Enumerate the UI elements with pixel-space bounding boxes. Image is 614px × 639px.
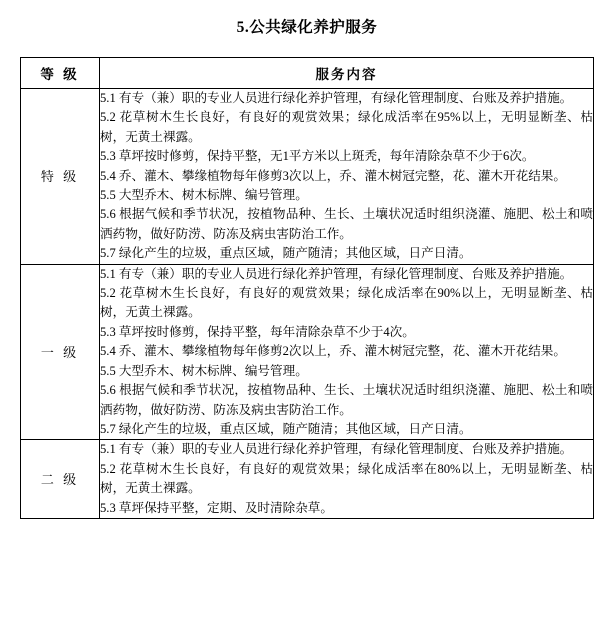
service-item: 5.1 有专（兼）职的专业人员进行绿化养护管理，有绿化管理制度、台账及养护措施。 bbox=[100, 442, 573, 457]
service-item: 5.7 绿化产生的垃圾，重点区域，随产随清；其他区域，日产日清。 bbox=[100, 246, 472, 261]
content-cell bbox=[100, 264, 594, 440]
grade-label: 特 级 bbox=[40, 169, 80, 185]
content-cell bbox=[100, 440, 594, 519]
content-cell bbox=[100, 89, 594, 265]
service-item: 5.4 乔、灌木、攀缘植物每年修剪2次以上，乔、灌木树冠完整，花、灌木开花结果。 bbox=[100, 344, 566, 359]
service-item: 5.6 根据气候和季节状况，按植物品种、生长、土壤状况适时组织浇灌、施肥、松土和喷洒药物，做好防涝、防冻及病虫害防治工作。 bbox=[100, 383, 593, 417]
service-item: 5.6 根据气候和季节状况，按植物品种、生长、土壤状况适时组织浇灌、施肥、松土和喷洒药物，做好防涝、防冻及病虫害防治工作。 bbox=[100, 207, 593, 241]
service-item: 5.2 花草树木生长良好，有良好的观赏效果；绿化成活率在90%以上，无明显断垄、枯树，无黄土裸露。 bbox=[100, 286, 593, 320]
greening-maintenance-table bbox=[20, 57, 594, 519]
column-header-content: 服务内容 bbox=[100, 58, 594, 89]
service-item: 5.3 草坪按时修剪，保持平整，每年清除杂草不少于4次。 bbox=[100, 324, 415, 339]
service-item: 5.4 乔、灌木、攀缘植物每年修剪3次以上，乔、灌木树冠完整，花、灌木开花结果。 bbox=[100, 168, 566, 183]
service-item: 5.3 草坪按时修剪，保持平整，无1平方米以上斑秃，每年清除杂草不少于6次。 bbox=[100, 149, 535, 164]
grade-cell bbox=[21, 264, 100, 440]
table-row bbox=[21, 264, 594, 440]
page-title: 5.公共绿化养护服务 bbox=[236, 19, 378, 36]
service-item: 5.2 花草树木生长良好，有良好的观赏效果；绿化成活率在95%以上，无明显断垄、枯树，无黄土裸露。 bbox=[100, 110, 593, 144]
document-page bbox=[0, 16, 614, 639]
grade-cell bbox=[21, 440, 100, 519]
service-item: 5.1 有专（兼）职的专业人员进行绿化养护管理，有绿化管理制度、台账及养护措施。 bbox=[100, 91, 573, 105]
table-row bbox=[21, 440, 594, 519]
service-item: 5.1 有专（兼）职的专业人员进行绿化养护管理，有绿化管理制度、台账及养护措施。 bbox=[100, 266, 573, 281]
grade-label: 一 级 bbox=[40, 344, 80, 360]
service-item: 5.3 草坪保持平整，定期、及时清除杂草。 bbox=[100, 500, 333, 515]
grade-label: 二 级 bbox=[40, 472, 80, 488]
table-body bbox=[21, 89, 594, 519]
table-row bbox=[21, 89, 594, 265]
table-header bbox=[21, 58, 594, 89]
grade-cell bbox=[21, 89, 100, 265]
column-header-grade: 等 级 bbox=[21, 58, 100, 89]
table-header-row bbox=[21, 58, 594, 89]
service-item: 5.2 花草树木生长良好，有良好的观赏效果；绿化成活率在80%以上，无明显断垄、枯树，无黄土裸露。 bbox=[100, 461, 593, 496]
service-item: 5.5 大型乔木、树木标牌、编号管理。 bbox=[100, 363, 308, 378]
service-item: 5.7 绿化产生的垃圾，重点区域，随产随清；其他区域，日产日清。 bbox=[100, 421, 472, 436]
service-item: 5.5 大型乔木、树木标牌、编号管理。 bbox=[100, 188, 308, 203]
